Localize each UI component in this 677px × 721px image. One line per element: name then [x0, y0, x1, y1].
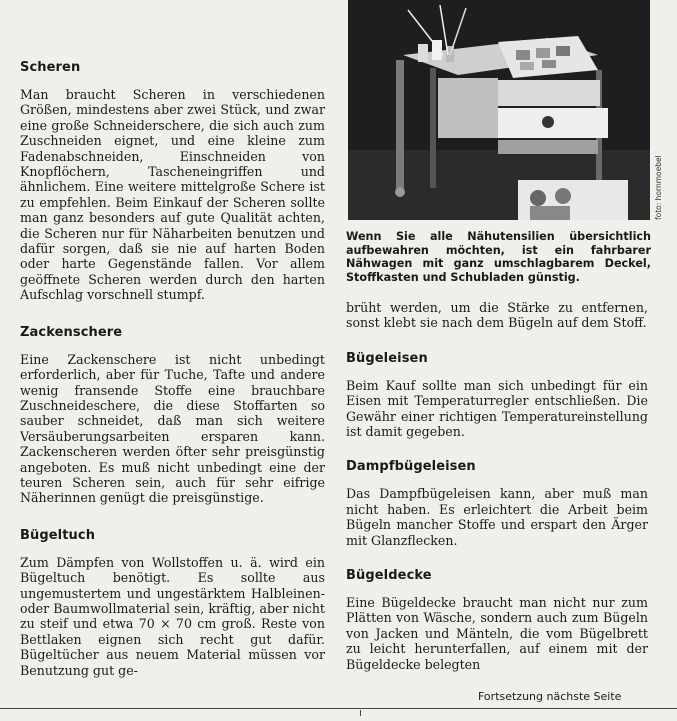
section-heading-dampfbuegeleisen: Dampfbügeleisen: [346, 459, 476, 475]
continued-next-page: Fortsetzung nächste Seite: [478, 690, 622, 703]
section-heading-buegeldecke: Bügeldecke: [346, 568, 432, 584]
photo-caption: Wenn Sie alle Nähutensilien übersichtlich aufbewahren möchten, ist ein fahrbarer Nähwagen mit ganz umschlagbarem Deckel, Stoffkasten und Schubladen günstig.: [346, 230, 651, 284]
footer-rule: [0, 708, 677, 709]
sewing-cart-illustration: [348, 0, 650, 220]
section-text-zackenschere: Eine Zackenschere ist nicht unbedingt erforderlich, aber für Tuche, Tafte und andere wenig fransende Stoffe eine brauchbare Zuschneideschere, die diese Stoffarten so sauber schneidet, daß man sich weitere Versäuberungsarbeiten ersparen kann. Zackenscheren werden öfter sehr preisgünstig angeboten. Es muß nicht unbedingt eine der teuren Scheren sein, auch für sehr eifrige Näherinnen genügt die preisgünstige.: [20, 351, 325, 506]
photo-credit: foto: hornmoebel: [654, 155, 663, 220]
section-text-dampfbuegeleisen: Das Dampfbügeleisen kann, aber muß man nicht haben. Es erleichtert die Arbeit beim Bügeln mancher Stoffe und erspart den Ärger mit Glanzflecken.: [346, 486, 648, 548]
section-text-continuation: brüht werden, um die Stärke zu entfernen, sonst klebt sie nach dem Bügeln auf dem Stoff.: [346, 300, 648, 331]
sewing-cart-photo: [348, 0, 650, 220]
section-heading-scheren: Scheren: [20, 60, 81, 75]
footer-tick: [360, 710, 369, 716]
section-heading-buegeltuch: Bügeltuch: [20, 527, 96, 543]
section-text-buegeleisen: Beim Kauf sollte man sich unbedingt für ein Eisen mit Temperaturregler entschließen. Die Gewähr einer richtigen Temperatureinstellung ist damit gegeben.: [346, 377, 648, 440]
section-heading-buegeleisen: Bügeleisen: [346, 350, 428, 366]
section-text-buegeldecke: Eine Bügeldecke braucht man nicht nur zum Plätten von Wäsche, sondern auch zum Bügeln von Jacken und Mänteln, die vom Bügelbrett zu leicht herunterfallen, auf einem mit der Bügeldecke belegten: [346, 595, 648, 672]
left-column: [20, 60, 325, 700]
section-text-buegeltuch: Zum Dämpfen von Wollstoffen u. ä. wird ein Bügeltuch benötigt. Es sollte aus ungemustertem und ungestärktem Halbleinen- oder Baumwollmaterial sein, kräftig, aber nicht zu steif und etwa 70 × 70 cm groß. Reste von Bettlaken eignen sich recht gut dafür. Bügeltücher aus neuem Material müssen vor Benutzung gut ge-: [20, 554, 325, 678]
right-column: [346, 300, 648, 692]
section-heading-zackenschere: Zackenschere: [20, 324, 123, 340]
section-text-scheren: Man braucht Scheren in verschiedenen Größen, mindestens aber zwei Stück, und zwar eine große Schneiderschere, die sich auch zum Zuschneiden eignet, und eine kleine zum Fadenabschneiden, Einschneiden von Knopflöchern, Tascheneingriffen und ähnlichem. Eine weitere mittelgroße Schere ist zu empfehlen. Beim Einkauf der Scheren sollte man ganz besonders auf gute Qualität achten, die Scheren nur für Näharbeiten benutzen und dafür sorgen, daß sie nie auf harten Boden oder harte Gegenstände fallen. Vor allem geöffnete Scheren werden durch den harten Aufschlag vorschnell stumpf.: [20, 87, 325, 303]
